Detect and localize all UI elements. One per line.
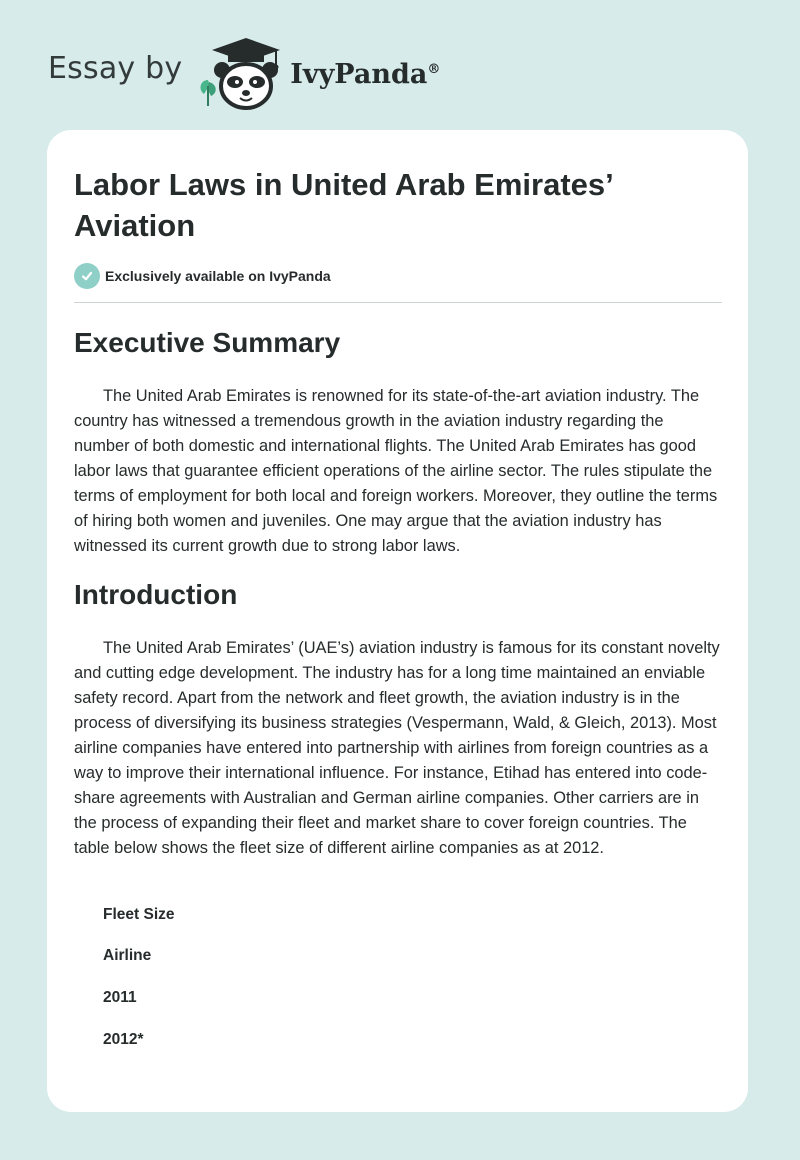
brand-prefix: Essay by: [48, 50, 183, 86]
essay-card: [47, 130, 748, 1112]
page-title: Labor Laws in United Arab Emirates’ Aviation: [74, 167, 613, 243]
title-divider: [74, 302, 722, 303]
table-label-2011: 2011: [103, 989, 137, 1006]
checkmark-icon: [74, 263, 100, 289]
panda-logo-icon: [196, 36, 288, 112]
section-paragraph-introduction: The United Arab Emirates’ (UAE’s) aviation industry is famous for its constant novelty and cutting edge development. The industry has for a long time maintained an enviable safety record. Apart from the network and fleet growth, the aviation industry is in the process of diversifying its business strategies (Vespermann, Wald, & Gleich, 2013). Most airline companies have entered into partnership with airlines from foreign countries as a way to improve their international influence. For instance, Etihad has entered into code-share agreements with Australian and German airline companies. Other carriers are in the process of expanding their fleet and market share to cover foreign countries. The table below shows the fleet size of different airline companies as at 2012.: [74, 639, 720, 857]
table-label-airline: Airline: [103, 947, 152, 964]
table-label-fleet-size: Fleet Size: [103, 906, 175, 923]
table-label-2012: 2012*: [103, 1031, 144, 1048]
section-heading-executive-summary: Executive Summary: [74, 327, 341, 358]
section-heading-introduction: Introduction: [74, 579, 238, 610]
registered-mark: ®: [427, 61, 441, 77]
brand-name: IvyPanda®: [290, 58, 441, 90]
section-paragraph-executive-summary: The United Arab Emirates is renowned for its state-of-the-art aviation industry. The country has witnessed a tremendous growth in the aviation industry regarding the number of both domestic and international flights. The United Arab Emirates has good labor laws that guarantee efficient operations of the airline sector. The rules stipulate the terms of employment for both local and foreign workers. Moreover, they outline the terms of hiring both women and juveniles. One may argue that the aviation industry has witnessed its current growth due to strong labor laws.: [74, 387, 718, 555]
site-brand[interactable]: [48, 34, 440, 110]
exclusive-badge: [74, 263, 331, 289]
badge-text: Exclusively available on IvyPanda: [105, 268, 331, 284]
